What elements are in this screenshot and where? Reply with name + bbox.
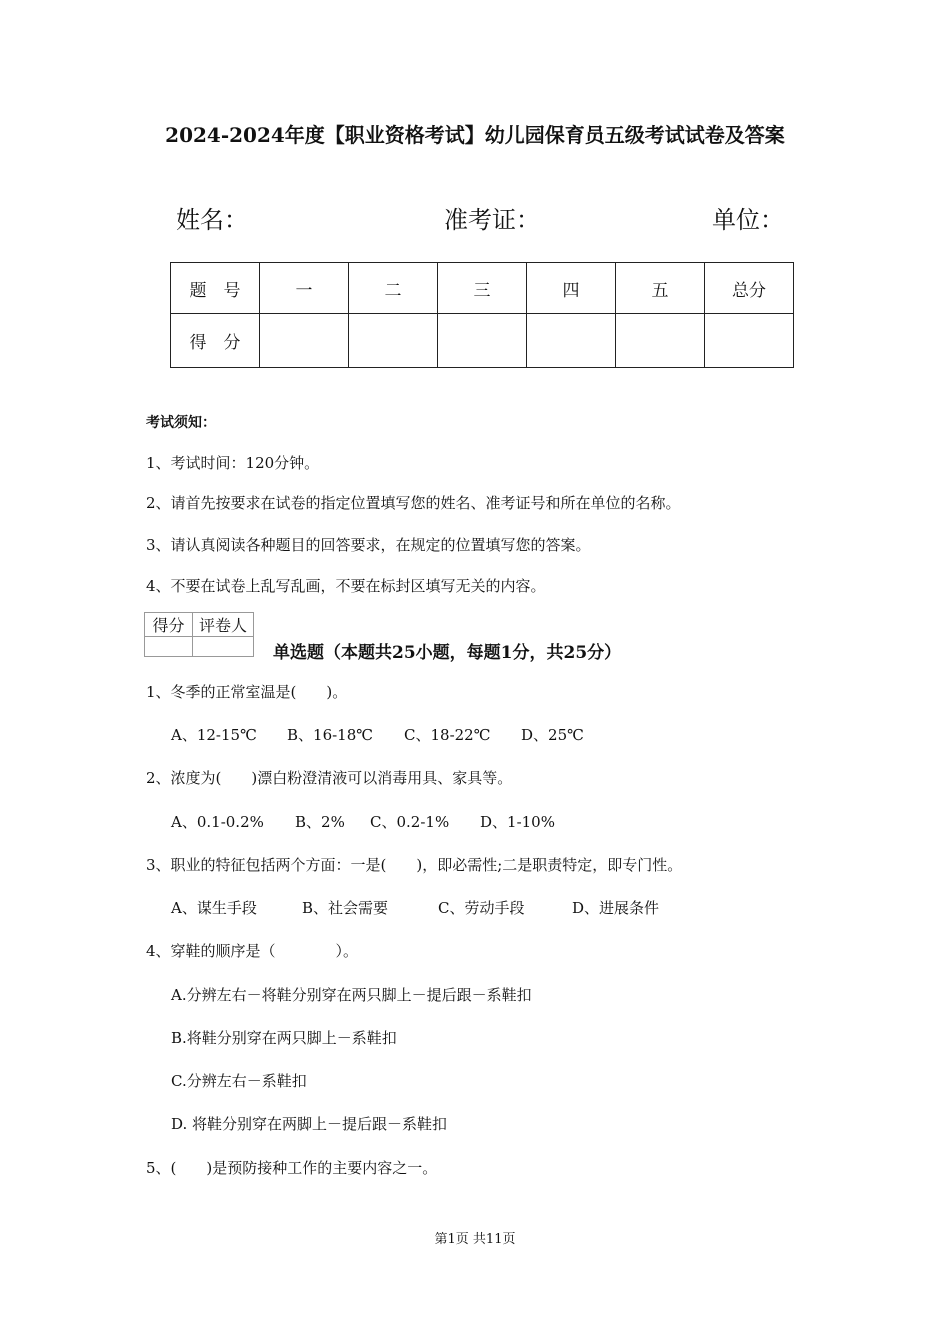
score-cell bbox=[527, 314, 616, 368]
section-title: 单选题（本题共25小题，每题1分，共25分） bbox=[273, 643, 622, 663]
score-header-cell: 二 bbox=[349, 263, 438, 314]
option: B、2% bbox=[295, 813, 345, 831]
grader-table bbox=[144, 612, 254, 657]
score-cell bbox=[705, 314, 794, 368]
score-cell bbox=[616, 314, 705, 368]
score-cell bbox=[438, 314, 527, 368]
grader-reviewer-label: 评卷人 bbox=[193, 613, 254, 637]
option: C、劳动手段 bbox=[438, 899, 525, 917]
score-header-cell: 总分 bbox=[705, 263, 794, 314]
question-text: 5、( )是预防接种工作的主要内容之一。 bbox=[146, 1159, 438, 1177]
score-table-header-row bbox=[171, 263, 794, 314]
score-header-cell: 五 bbox=[616, 263, 705, 314]
option: C、18-22℃ bbox=[404, 726, 491, 744]
question-options bbox=[171, 724, 584, 745]
score-header-cell: 一 bbox=[260, 263, 349, 314]
option: B、16-18℃ bbox=[287, 726, 374, 744]
option: A.分辨左右－将鞋分别穿在两只脚上－提后跟－系鞋扣 bbox=[171, 986, 532, 1004]
score-header-cell: 题 号 bbox=[171, 263, 260, 314]
document-title: 2024-2024年度【职业资格考试】幼儿园保育员五级考试试卷及答案 bbox=[165, 123, 785, 147]
option: C.分辨左右－系鞋扣 bbox=[171, 1072, 307, 1090]
option: D、25℃ bbox=[521, 726, 584, 744]
unit-label: 单位： bbox=[712, 206, 784, 234]
option: A、12-15℃ bbox=[171, 726, 257, 744]
option: D、1-10% bbox=[480, 813, 555, 831]
note-item: 1、考试时间：120分钟。 bbox=[146, 454, 320, 472]
option: A、谋生手段 bbox=[171, 899, 257, 917]
note-item: 3、请认真阅读各种题目的回答要求，在规定的位置填写您的答案。 bbox=[146, 536, 591, 554]
option: B.将鞋分别穿在两只脚上－系鞋扣 bbox=[171, 1029, 397, 1047]
grader-reviewer-cell bbox=[193, 637, 254, 657]
option: D. 将鞋分别穿在两脚上－提后跟－系鞋扣 bbox=[171, 1115, 448, 1133]
score-table bbox=[170, 262, 794, 368]
exam-id-label: 准考证： bbox=[444, 206, 540, 234]
name-label: 姓名： bbox=[176, 206, 248, 234]
notes-heading: 考试须知： bbox=[146, 415, 216, 431]
question-text: 4、穿鞋的顺序是（ ）。 bbox=[146, 942, 359, 960]
score-cell bbox=[349, 314, 438, 368]
option: A、0.1-0.2% bbox=[171, 813, 264, 831]
score-table-score-row bbox=[171, 314, 794, 368]
question-options bbox=[171, 811, 555, 832]
score-cell bbox=[260, 314, 349, 368]
option: C、0.2-1% bbox=[370, 813, 450, 831]
grader-score-cell bbox=[145, 637, 193, 657]
question-options bbox=[171, 897, 659, 918]
option: B、社会需要 bbox=[302, 899, 389, 917]
option: D、进展条件 bbox=[572, 899, 660, 917]
score-header-cell: 三 bbox=[438, 263, 527, 314]
note-item: 4、不要在试卷上乱写乱画，不要在标封区填写无关的内容。 bbox=[146, 577, 546, 595]
question-text: 2、浓度为( )漂白粉澄清液可以消毒用具、家具等。 bbox=[146, 769, 513, 787]
question-text: 3、职业的特征包括两个方面：一是( )，即必需性;二是职责特定，即专门性。 bbox=[146, 856, 683, 874]
score-header-cell: 四 bbox=[527, 263, 616, 314]
page-footer: 第1页 共11页 bbox=[434, 1232, 516, 1247]
grader-score-label: 得分 bbox=[145, 613, 193, 637]
note-item: 2、请首先按要求在试卷的指定位置填写您的姓名、准考证号和所在单位的名称。 bbox=[146, 494, 681, 512]
question-text: 1、冬季的正常室温是( )。 bbox=[146, 683, 348, 701]
score-row-label: 得 分 bbox=[171, 314, 260, 368]
